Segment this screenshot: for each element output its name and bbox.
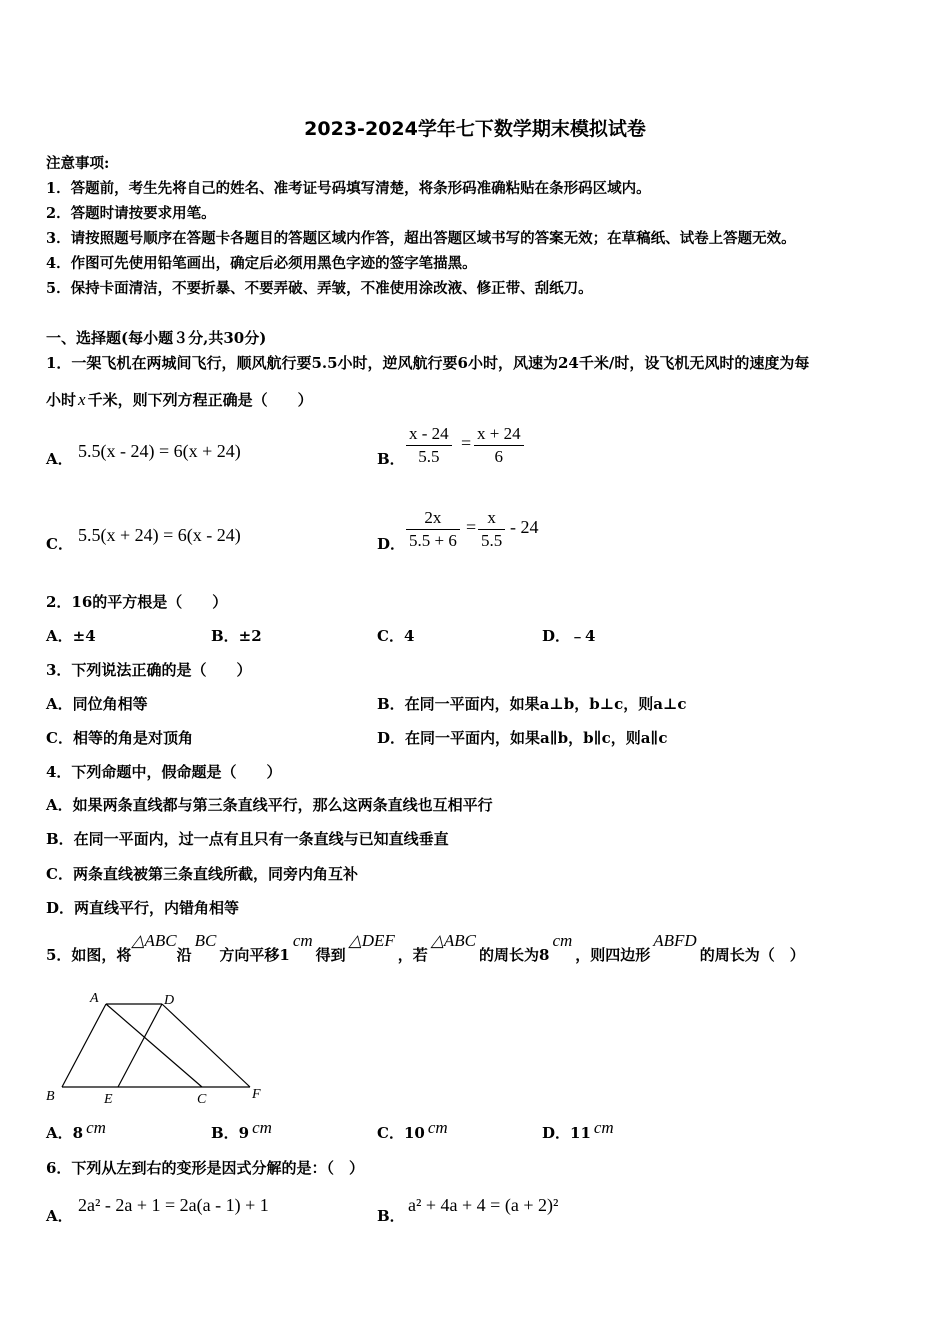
unit: cm <box>593 1118 614 1137</box>
q5-triangle-def: △DEF <box>348 931 395 950</box>
q5-option-c[interactable] <box>377 1118 448 1143</box>
q1-option-c-math: 5.5(x + 24) = 6(x - 24) <box>78 525 241 545</box>
numerator: x - 24 <box>409 424 449 443</box>
q6-option-a-label[interactable]: A． <box>46 1207 73 1225</box>
denominator: 6 <box>494 447 504 466</box>
q2-option-b[interactable]: B．±2 <box>211 627 262 645</box>
equals-sign: = <box>466 517 477 537</box>
label-d: D <box>164 993 175 1008</box>
notice-item: 1．答题前，考生先将自己的姓名、准考证号码填写清楚，将条形码准确粘贴在条形码区域内。 <box>46 180 651 197</box>
q1-option-a-math: 5.5(x - 24) = 6(x + 24) <box>78 441 241 461</box>
numerator: 2x <box>424 508 442 527</box>
q1-variable: x <box>78 390 86 409</box>
q5-quadrilateral-abfd: ABFD <box>653 931 697 950</box>
q5-segment-bc: BC <box>194 931 217 950</box>
q5-text: 的周长为（ ） <box>699 946 805 964</box>
q5-text: 沿 <box>176 946 192 964</box>
q1-option-d-label[interactable]: D． <box>377 535 406 553</box>
notice-item: 3．请按照题号顺序在答题卡各题目的答题区域内作答，超出答题区域书写的答案无效；在草稿纸、试卷上答题无效。 <box>46 230 796 247</box>
q4-option-a[interactable]: A．如果两条直线都与第三条直线平行，那么这两条直线也互相平行 <box>46 796 493 814</box>
label-a: A <box>90 991 99 1006</box>
q1-option-c-label[interactable]: C． <box>46 535 73 553</box>
section-heading: 一、选择题(每小题３分,共30分) <box>46 329 267 347</box>
q3-option-b[interactable]: B．在同一平面内，如果a⊥b，b⊥c，则a⊥c <box>377 695 687 713</box>
q6-stem: 6．下列从左到右的变形是因式分解的是：（ ） <box>46 1159 364 1177</box>
q4-option-d[interactable]: D．两直线平行，内错角相等 <box>46 899 240 917</box>
option-text: B．9 <box>211 1124 250 1142</box>
q3-stem: 3．下列说法正确的是（ ） <box>46 661 252 679</box>
q1-stem-text: 千米，则下列方程正确是（ ） <box>87 391 313 409</box>
notice-item: 5．保持卡面清洁，不要折暴、不要弄破、弄皱，不准使用涂改液、修正带、刮纸刀。 <box>46 280 593 297</box>
unit: cm <box>86 1118 106 1137</box>
q1-d-fraction-right <box>478 507 505 552</box>
segment-df <box>162 1004 250 1087</box>
label-e: E <box>104 1092 113 1107</box>
segment-ab <box>62 1004 106 1087</box>
q2-option-d[interactable]: D．﹣4 <box>542 627 596 645</box>
q6-option-b-math: a² + 4a + 4 = (a + 2)² <box>408 1195 559 1215</box>
q1-b-fraction-left <box>406 423 452 468</box>
unit: cm <box>252 1118 272 1137</box>
option-text: C．10 <box>377 1124 425 1142</box>
q5-stem <box>46 930 805 970</box>
numerator: x + 24 <box>477 424 521 443</box>
q5-text: 方向平移1 <box>219 946 290 964</box>
q1-b-fraction-right <box>474 423 524 468</box>
denominator: 5.5 <box>481 531 503 550</box>
q1-d-tail: - 24 <box>510 517 539 537</box>
unit: cm <box>427 1118 448 1137</box>
q4-stem: 4．下列命题中，假命题是（ ） <box>46 763 282 781</box>
q2-option-c[interactable]: C．4 <box>377 627 415 645</box>
denominator: 5.5 <box>418 447 440 466</box>
option-text: D．11 <box>542 1124 591 1142</box>
q3-option-d[interactable]: D．在同一平面内，如果a∥b，b∥c，则a∥c <box>377 729 668 747</box>
q5-option-a[interactable] <box>46 1118 106 1143</box>
q2-stem: 2．16的平方根是（ ） <box>46 593 228 611</box>
q5-triangle-abc: △ABC <box>430 931 476 950</box>
q5-option-b[interactable] <box>211 1118 272 1143</box>
q6-option-a-math: 2a² - 2a + 1 = 2a(a - 1) + 1 <box>78 1195 269 1215</box>
q1-d-fraction-left <box>406 507 460 552</box>
segment-ac <box>106 1004 202 1087</box>
denominator: 5.5 + 6 <box>409 531 457 550</box>
q1-option-a-label[interactable]: A． <box>46 450 73 468</box>
q5-unit: cm <box>552 931 573 950</box>
q5-text: 的周长为8 <box>479 946 550 964</box>
notice-item: 4．作图可先使用铅笔画出，确定后必须用黑色字迹的签字笔描黑。 <box>46 255 477 272</box>
q3-option-c[interactable]: C．相等的角是对顶角 <box>46 729 193 747</box>
q1-stem-text: 小时 <box>46 391 77 409</box>
q5-triangle-abc: △ABC <box>131 931 177 950</box>
q5-figure <box>40 988 280 1108</box>
label-c: C <box>197 1092 207 1107</box>
page-title: 2023-2024学年七下数学期末模拟试卷 <box>304 118 646 140</box>
notice-item: 2．答题时请按要求用笔。 <box>46 205 216 222</box>
q1-stem-line2 <box>46 389 313 410</box>
q4-option-b[interactable]: B．在同一平面内，过一点有且只有一条直线与已知直线垂直 <box>46 830 449 848</box>
label-b: B <box>46 1089 55 1104</box>
notice-heading: 注意事项: <box>46 155 110 172</box>
segment-de <box>118 1004 162 1087</box>
q2-option-a[interactable]: A．±4 <box>46 627 96 645</box>
q5-text: ，若 <box>397 946 428 964</box>
q5-text: ，则四边形 <box>575 946 651 964</box>
equals-sign: = <box>461 433 472 453</box>
q5-unit: cm <box>292 931 313 950</box>
label-f: F <box>252 1087 261 1102</box>
q6-option-b-label[interactable]: B． <box>377 1207 405 1225</box>
q3-option-a[interactable]: A．同位角相等 <box>46 695 148 713</box>
numerator: x <box>487 508 496 527</box>
q1-option-b-label[interactable]: B． <box>377 450 405 468</box>
q1-stem-line1: 1．一架飞机在两城间飞行，顺风航行要5.5小时，逆风航行要6小时，风速为24千米/时，设飞机无风时的速度为每 <box>46 354 810 372</box>
q5-option-d[interactable] <box>542 1118 614 1143</box>
option-text: A．8 <box>46 1124 84 1142</box>
q4-option-c[interactable]: C．两条直线被第三条直线所截，同旁内角互补 <box>46 865 358 883</box>
q5-text: 得到 <box>315 946 346 964</box>
q5-text: 5．如图，将 <box>46 946 132 964</box>
